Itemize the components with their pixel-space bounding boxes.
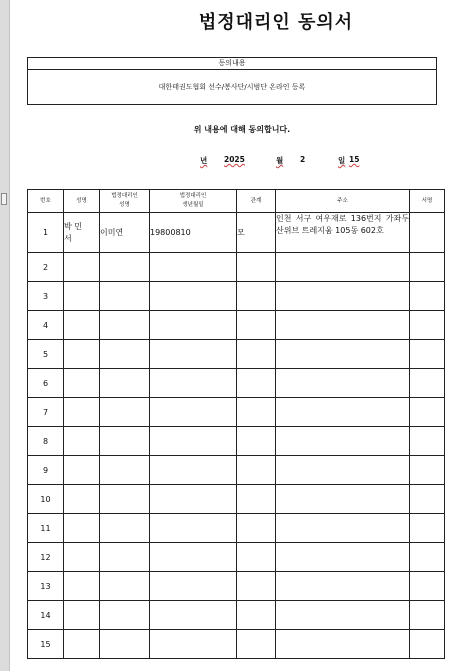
- signature-cell[interactable]: [410, 485, 445, 514]
- signature-cell[interactable]: [410, 630, 445, 659]
- address-cell[interactable]: [276, 543, 410, 572]
- table-row: [28, 456, 445, 485]
- relation-cell[interactable]: [237, 543, 276, 572]
- guardian-birth-cell[interactable]: 19800810: [150, 213, 237, 253]
- guardian-name-cell[interactable]: [100, 253, 150, 282]
- participant-name-cell[interactable]: [64, 427, 100, 456]
- document-title: 법정대리인 동의서: [198, 12, 354, 33]
- signature-cell[interactable]: [410, 514, 445, 543]
- relation-cell[interactable]: [237, 601, 276, 630]
- header-name: 성명: [64, 190, 100, 213]
- participant-name-cell[interactable]: [64, 543, 100, 572]
- date-month-label: 월: [276, 156, 284, 165]
- guardian-birth-cell[interactable]: [150, 456, 237, 485]
- guardian-birth-cell[interactable]: [150, 601, 237, 630]
- signature-cell[interactable]: [410, 340, 445, 369]
- guardian-name-cell[interactable]: [100, 398, 150, 427]
- table-header-row: [28, 190, 445, 213]
- address-cell[interactable]: [276, 601, 410, 630]
- table-row: [28, 485, 445, 514]
- signature-cell[interactable]: [410, 282, 445, 311]
- table-row: [28, 340, 445, 369]
- relation-cell[interactable]: [237, 630, 276, 659]
- signature-cell[interactable]: [410, 601, 445, 630]
- relation-cell[interactable]: [237, 282, 276, 311]
- address-cell[interactable]: [276, 311, 410, 340]
- row-number: 11: [28, 514, 64, 543]
- consent-box: [27, 57, 437, 105]
- left-gutter: [0, 0, 10, 671]
- row-number: 10: [28, 485, 64, 514]
- address-cell[interactable]: [276, 282, 410, 311]
- row-number: 7: [28, 398, 64, 427]
- guardian-name-cell[interactable]: [100, 369, 150, 398]
- guardian-name-cell[interactable]: [100, 601, 150, 630]
- table-row: [28, 282, 445, 311]
- address-cell[interactable]: [276, 398, 410, 427]
- participant-name-cell[interactable]: [64, 485, 100, 514]
- guardian-birth-cell[interactable]: [150, 253, 237, 282]
- header-address: 주소: [276, 190, 410, 213]
- relation-cell[interactable]: [237, 572, 276, 601]
- participant-name-cell[interactable]: [64, 456, 100, 485]
- table-row: [28, 427, 445, 456]
- guardian-consent-table: [27, 189, 445, 659]
- participant-name-cell[interactable]: [64, 311, 100, 340]
- participant-name-cell[interactable]: [64, 340, 100, 369]
- guardian-birth-cell[interactable]: [150, 572, 237, 601]
- guardian-birth-cell[interactable]: [150, 311, 237, 340]
- row-number: 6: [28, 369, 64, 398]
- guardian-name-cell[interactable]: [100, 543, 150, 572]
- signature-cell[interactable]: [410, 456, 445, 485]
- relation-cell[interactable]: [237, 514, 276, 543]
- guardian-birth-cell[interactable]: [150, 369, 237, 398]
- signature-cell[interactable]: [410, 213, 445, 253]
- address-cell[interactable]: [276, 340, 410, 369]
- guardian-birth-cell[interactable]: [150, 543, 237, 572]
- header-relation: 관계: [237, 190, 276, 213]
- guardian-birth-cell[interactable]: [150, 630, 237, 659]
- table-row: [28, 311, 445, 340]
- guardian-name-cell[interactable]: [100, 514, 150, 543]
- relation-cell[interactable]: [237, 311, 276, 340]
- address-cell[interactable]: [276, 514, 410, 543]
- address-cell[interactable]: [276, 630, 410, 659]
- signature-cell[interactable]: [410, 369, 445, 398]
- table-row: [28, 398, 445, 427]
- table-row: [28, 601, 445, 630]
- guardian-birth-cell[interactable]: [150, 398, 237, 427]
- relation-cell[interactable]: [237, 456, 276, 485]
- guardian-name-cell[interactable]: [100, 282, 150, 311]
- header-no: 번호: [28, 190, 64, 213]
- participant-name-cell[interactable]: [64, 253, 100, 282]
- participant-name-cell[interactable]: [64, 282, 100, 311]
- table-row: [28, 630, 445, 659]
- signature-cell[interactable]: [410, 311, 445, 340]
- relation-cell[interactable]: [237, 253, 276, 282]
- relation-cell[interactable]: 모: [237, 213, 276, 253]
- relation-cell[interactable]: [237, 340, 276, 369]
- signature-cell[interactable]: [410, 572, 445, 601]
- table-row: [28, 572, 445, 601]
- signature-cell[interactable]: [410, 543, 445, 572]
- guardian-name-cell[interactable]: [100, 340, 150, 369]
- row-number: 9: [28, 456, 64, 485]
- guardian-birth-cell[interactable]: [150, 427, 237, 456]
- address-cell[interactable]: [276, 485, 410, 514]
- guardian-name-cell[interactable]: [100, 427, 150, 456]
- table-row: [28, 213, 445, 253]
- row-number: 3: [28, 282, 64, 311]
- address-cell[interactable]: [276, 427, 410, 456]
- relation-cell[interactable]: [237, 427, 276, 456]
- row-number: 13: [28, 572, 64, 601]
- participant-name-cell[interactable]: [64, 398, 100, 427]
- consent-header: 동의내용: [28, 58, 436, 70]
- table-row: [28, 514, 445, 543]
- signature-cell[interactable]: [410, 398, 445, 427]
- row-number: 4: [28, 311, 64, 340]
- relation-cell[interactable]: [237, 485, 276, 514]
- date-day-value: 15: [349, 155, 360, 164]
- agreement-statement: 위 내용에 대해 동의합니다.: [193, 125, 291, 134]
- gutter-marker-icon: [1, 193, 7, 205]
- address-cell[interactable]: 인천 서구 여우재로 136번지 가좌두산위브 트레지움 105동 602호: [276, 213, 410, 253]
- header-signature: 서명: [410, 190, 445, 213]
- row-number: 8: [28, 427, 64, 456]
- signature-cell[interactable]: [410, 253, 445, 282]
- date-day-label: 일: [338, 156, 346, 165]
- guardian-name-cell[interactable]: [100, 485, 150, 514]
- guardian-name-cell[interactable]: [100, 630, 150, 659]
- relation-cell[interactable]: [237, 398, 276, 427]
- guardian-name-cell[interactable]: 이미연: [100, 213, 150, 253]
- consent-body: 대한태권도협회 선수/봉사단/시범단 온라인 등록: [158, 83, 306, 91]
- row-number: 2: [28, 253, 64, 282]
- row-number: 15: [28, 630, 64, 659]
- table-row: [28, 369, 445, 398]
- date-year-value: 2025: [224, 155, 245, 164]
- address-cell[interactable]: [276, 572, 410, 601]
- guardian-name-cell[interactable]: [100, 456, 150, 485]
- participant-name-cell[interactable]: [64, 630, 100, 659]
- table-row: [28, 253, 445, 282]
- address-cell[interactable]: [276, 456, 410, 485]
- row-number: 12: [28, 543, 64, 572]
- guardian-birth-cell[interactable]: [150, 340, 237, 369]
- guardian-birth-cell[interactable]: [150, 282, 237, 311]
- address-cell[interactable]: [276, 253, 410, 282]
- relation-cell[interactable]: [237, 369, 276, 398]
- row-number: 1: [28, 213, 64, 253]
- header-guardian-birth: 법정대리인 생년월일: [150, 190, 237, 213]
- row-number: 5: [28, 340, 64, 369]
- guardian-birth-cell[interactable]: [150, 485, 237, 514]
- date-month-value: 2: [300, 155, 306, 164]
- participant-name-cell[interactable]: 박 민 서: [64, 213, 100, 253]
- address-cell[interactable]: [276, 369, 410, 398]
- date-year-label: 년: [200, 156, 208, 165]
- header-guardian-name: 법정대리인 성명: [100, 190, 150, 213]
- row-number: 14: [28, 601, 64, 630]
- guardian-birth-cell[interactable]: [150, 514, 237, 543]
- participant-name-cell[interactable]: [64, 369, 100, 398]
- table-row: [28, 543, 445, 572]
- participant-name-cell[interactable]: [64, 601, 100, 630]
- participant-name-cell[interactable]: [64, 514, 100, 543]
- guardian-name-cell[interactable]: [100, 311, 150, 340]
- participant-name-cell[interactable]: [64, 572, 100, 601]
- guardian-name-cell[interactable]: [100, 572, 150, 601]
- signature-cell[interactable]: [410, 427, 445, 456]
